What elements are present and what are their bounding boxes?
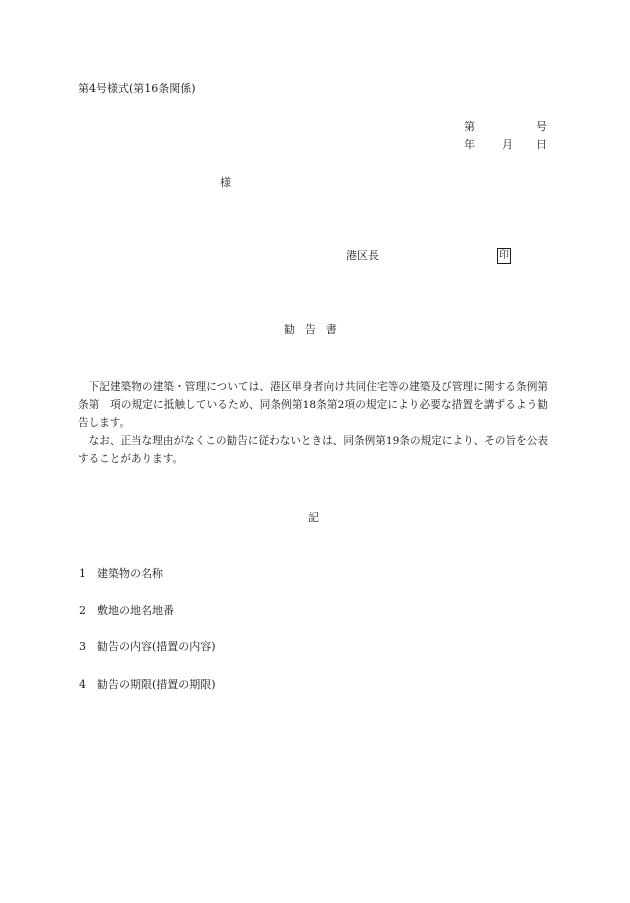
body-text bbox=[78, 378, 559, 468]
seal-mark: 印 bbox=[497, 248, 511, 264]
issuer-name: 港区長 bbox=[346, 249, 379, 262]
list-item-number: 2 bbox=[79, 604, 86, 617]
list-item bbox=[79, 605, 174, 616]
document-number-label: 第 bbox=[464, 120, 475, 133]
list-item-label: 敷地の地名地番 bbox=[97, 604, 174, 617]
list-item bbox=[79, 641, 216, 652]
list-item bbox=[79, 568, 163, 579]
list-item bbox=[79, 679, 216, 690]
list-item-number: 4 bbox=[79, 678, 86, 691]
list-item-label: 建築物の名称 bbox=[97, 567, 163, 580]
body-paragraph-2: なお、正当な理由がなくこの勧告に従わないときは、同条例第19条の規定により、その旨を公表することがあります。 bbox=[78, 435, 548, 465]
note-heading: 記 bbox=[308, 511, 319, 524]
document-number-suffix: 号 bbox=[536, 120, 547, 133]
date-year: 年 bbox=[464, 138, 475, 151]
list-item-label: 勧告の内容(措置の内容) bbox=[97, 640, 216, 653]
date-month: 月 bbox=[502, 138, 513, 151]
addressee-suffix: 様 bbox=[220, 176, 231, 189]
body-paragraph-1: 下記建築物の建築・管理については、港区単身者向け共同住宅等の建築及び管理に関する条例第 条第 項の規定に抵触しているため、同条例第18条第2項の規定により必要な措置を講ずるよう勧告します。 bbox=[78, 381, 559, 429]
list-item-label: 勧告の期限(措置の期限) bbox=[97, 678, 216, 691]
list-item-number: 3 bbox=[79, 640, 86, 653]
date-day: 日 bbox=[536, 138, 547, 151]
document-title: 勧告書 bbox=[284, 323, 347, 336]
list-item-number: 1 bbox=[79, 567, 86, 580]
form-number: 第4号様式(第16条関係) bbox=[78, 82, 196, 95]
